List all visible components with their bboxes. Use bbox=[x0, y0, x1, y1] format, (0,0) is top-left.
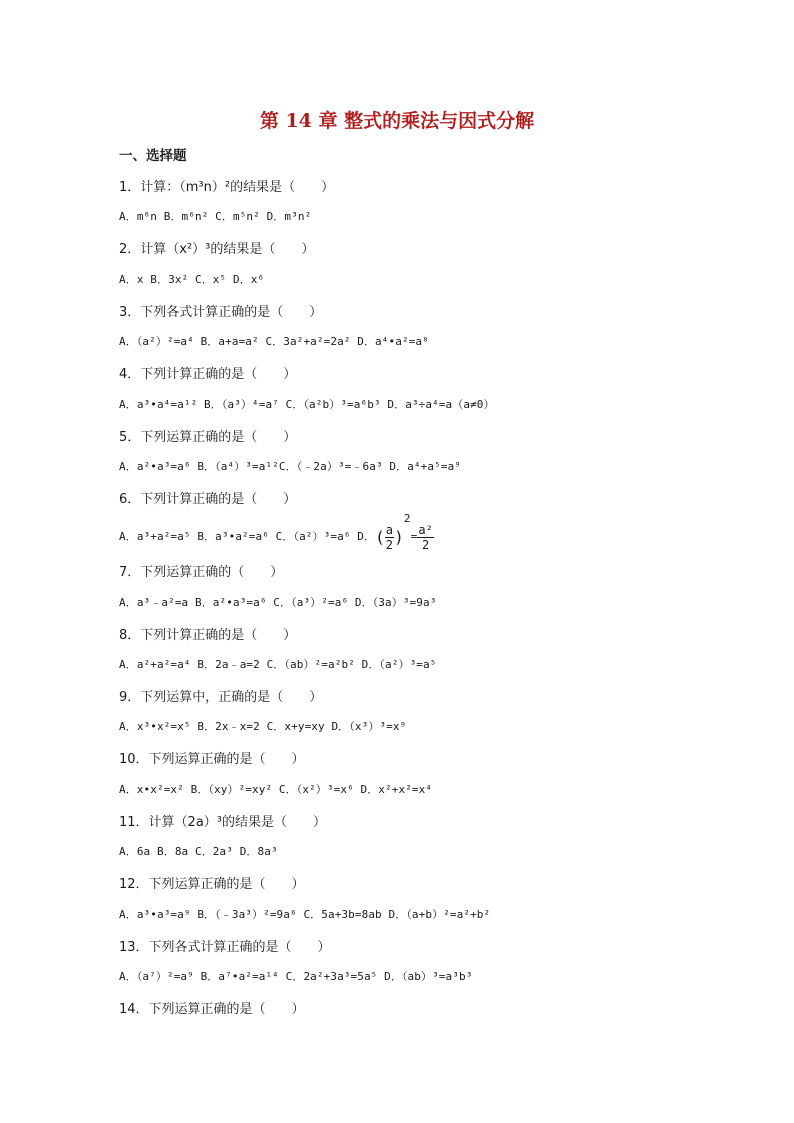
question-7: 7．下列运算正确的（ ） bbox=[119, 565, 284, 580]
fraction-left: $\frac{a}{2}$ bbox=[385, 522, 394, 552]
page-title: 第 14 章 整式的乘法与因式分解 bbox=[259, 110, 535, 132]
question-1: 1．计算：（m³n）²的结果是（ ） bbox=[119, 180, 335, 195]
fraction-right: $\frac{\text{a²}}{2}$ bbox=[418, 522, 433, 552]
question-3: 3．下列各式计算正确的是（ ） bbox=[119, 305, 323, 320]
question-8: 8．下列计算正确的是（ ） bbox=[119, 628, 297, 643]
options-8: A．a²+a²=a⁴ B．2a﹣a=2 C．（ab）²=a²b² D．（a²）³=a⁵ bbox=[119, 658, 437, 671]
question-6: 6．下列计算正确的是（ ） bbox=[119, 492, 297, 507]
question-13: 13．下列各式计算正确的是（ ） bbox=[119, 940, 331, 955]
options-2: A．x B．3x² C．x⁵ D．x⁶ bbox=[119, 273, 265, 286]
question-10: 10．下列运算正确的是（ ） bbox=[119, 752, 305, 767]
options-1: A．m⁶n B．m⁶n² C．m⁵n² D．m³n² bbox=[119, 210, 312, 223]
options-10: A．x•x²=x² B．（xy）²=xy² C．（x²）³=x⁶ D．x²+x²=x⁴ bbox=[119, 783, 433, 796]
question-5: 5．下列运算正确的是（ ） bbox=[119, 430, 297, 445]
options-13: A．（a⁷）²=a⁹ B．a⁷•a²=a¹⁴ C．2a²+3a³=5a⁵ D．（ab）³=a³b³ bbox=[119, 970, 473, 983]
options-11: A．6a B．8a C．2a³ D．8a³ bbox=[119, 845, 278, 858]
question-2: 2．计算（x²）³的结果是（ ） bbox=[119, 242, 315, 257]
question-11: 11．计算（2a）³的结果是（ ） bbox=[119, 815, 326, 830]
options-5: A．a²•a³=a⁶ B．（a⁴）³=a¹²C．（﹣2a）³=﹣6a³ D．a⁴+a⁵=a⁹ bbox=[119, 460, 462, 473]
question-4: 4．下列计算正确的是（ ） bbox=[119, 367, 297, 382]
options-6-text: A．a³+a²=a⁵ B．a³•a²=a⁶ C．（a²）³=a⁶ D． bbox=[119, 530, 376, 543]
options-9: A．x³•x²=x⁵ B．2x﹣x=2 C．x+y=xy D．（x³）³=x⁹ bbox=[119, 720, 407, 733]
options-4: A．a³•a⁴=a¹² B．（a³）⁴=a⁷ C．（a²b）³=a⁶b³ D．a³÷a⁴=a（a≠0） bbox=[119, 398, 495, 411]
options-3: A．（a²）²=a⁴ B．a+a=a² C．3a²+a²=2a² D．a⁴•a²=a⁸ bbox=[119, 335, 429, 348]
section-heading: 一、选择题 bbox=[119, 148, 187, 164]
question-12: 12．下列运算正确的是（ ） bbox=[119, 877, 305, 892]
options-6: A．a³+a²=a⁵ B．a³•a²=a⁶ C．（a²）³=a⁶ D．( $\frac{a}{2}$ )$^2$= $\frac{\text{a²}}{2}$ bbox=[119, 512, 433, 552]
options-7: A．a³﹣a²=a B．a²•a³=a⁶ C．（a³）²=a⁶ D．（3a）³=9a³ bbox=[119, 596, 437, 609]
exponent: 2 bbox=[403, 512, 411, 525]
question-9: 9．下列运算中，正确的是（ ） bbox=[119, 690, 323, 705]
question-14: 14．下列运算正确的是（ ） bbox=[119, 1002, 305, 1017]
options-12: A．a³•a³=a⁹ B．（﹣3a³）²=9a⁶ C．5a+3b=8ab D．（a+b）²=a²+b² bbox=[119, 908, 491, 921]
